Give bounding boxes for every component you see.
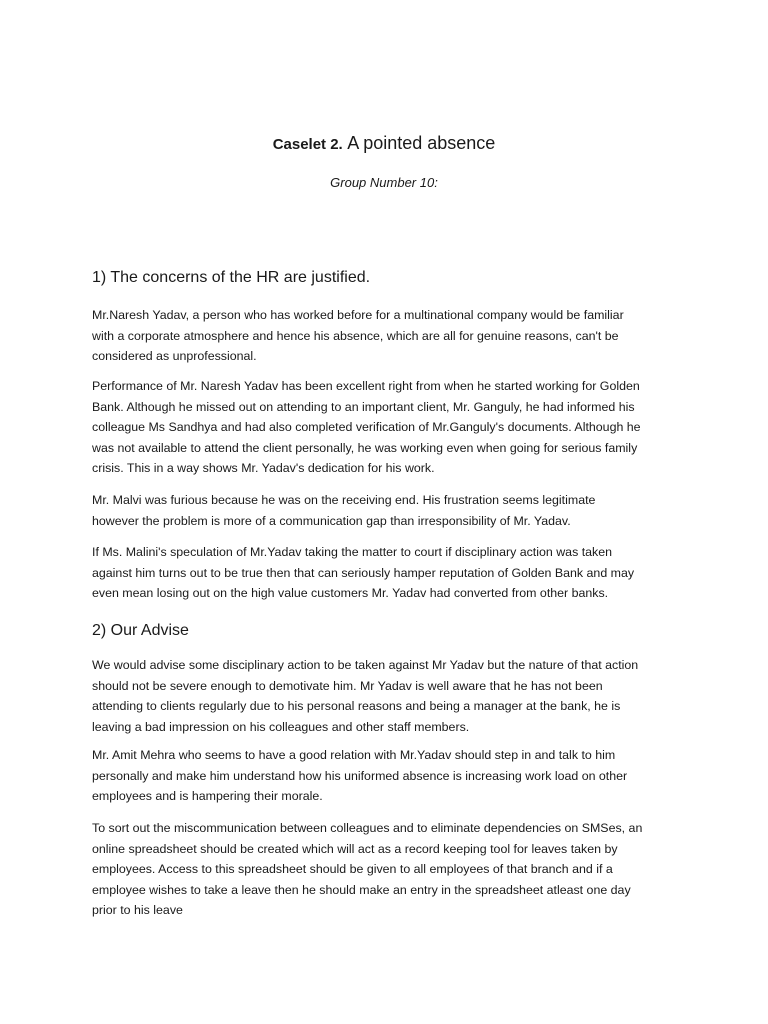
title-prefix: Caselet 2. (272, 136, 343, 153)
section-2-paragraph-2 (92, 745, 692, 807)
paragraph-line: was not available to attend the client personally, he was working even when going for serious family (92, 440, 638, 455)
document-title (0, 131, 768, 157)
section-1-heading: 1) The concerns of the HR are justified. (92, 269, 371, 286)
paragraph-line: Mr. Malvi was furious because he was on the receiving end. His frustration seems legitimate (92, 493, 596, 507)
section-2-paragraph-3 (92, 818, 692, 921)
section-2-heading: 2) Our Advise (92, 622, 189, 639)
section-1-paragraph-3 (92, 490, 692, 531)
paragraph-line: personally and make him understand how his uniformed absence is increasing work load on other (92, 768, 628, 783)
paragraph-line: considered as unprofessional. (92, 349, 257, 364)
paragraph-line: even mean losing out on the high value customers Mr. Yadav had converted from other banks. (92, 586, 609, 601)
paragraph-line: should not be severe enough to demotivate him. Mr Yadav is well aware that he has not been (92, 678, 603, 693)
paragraph-line: employees. Access to this spreadsheet should be given to all employees of that branch and if a (92, 862, 613, 877)
paragraph-line: We would advise some disciplinary action to be taken against Mr Yadav but the nature of that action (92, 658, 639, 672)
paragraph-line: online spreadsheet should be created which will act as a record keeping tool for leaves taken by (92, 841, 618, 856)
paragraph-line: To sort out the miscommunication between colleagues and to eliminate dependencies on SMSes, an (92, 821, 643, 835)
paragraph-line: with a corporate atmosphere and hence his absence, which are all for genuine reasons, can't be (92, 328, 619, 343)
paragraph-line: against him turns out to be true then that can seriously hamper reputation of Golden Bank and may (92, 565, 635, 580)
paragraph-line: crisis. This in a way shows Mr. Yadav's dedication for his work. (92, 461, 435, 476)
paragraph-line: Bank. Although he missed out on attending to an important client, Mr. Ganguly, he had informed his (92, 399, 635, 414)
section-1-paragraph-2 (92, 376, 692, 479)
section-1-paragraph-4 (92, 542, 692, 604)
paragraph-line: Performance of Mr. Naresh Yadav has been excellent right from when he started working for Golden (92, 379, 640, 393)
paragraph-line: If Ms. Malini's speculation of Mr.Yadav taking the matter to court if disciplinary action was taken (92, 545, 613, 559)
section-2-paragraph-1 (92, 655, 692, 737)
paragraph-line: attending to clients regularly due to his personal reasons and being a manager at the bank, he is (92, 699, 621, 714)
paragraph-line: however the problem is more of a communication gap than irresponsibility of Mr. Yadav. (92, 513, 571, 528)
paragraph-line: Mr.Naresh Yadav, a person who has worked before for a multinational company would be familiar (92, 308, 624, 322)
paragraph-line: prior to his leave (92, 903, 183, 918)
paragraph-line: employee wishes to take a leave then he should make an entry in the spreadsheet atleast one day (92, 882, 631, 897)
title-main: A pointed absence (347, 133, 496, 153)
group-number: Group Number 10: (330, 175, 438, 190)
paragraph-line: Mr. Amit Mehra who seems to have a good relation with Mr.Yadav should step in and talk to him (92, 748, 616, 762)
paragraph-line: leaving a bad impression on his colleagues and other staff members. (92, 719, 470, 734)
section-1-paragraph-1 (92, 305, 692, 367)
paragraph-line: colleague Ms Sandhya and had also completed verification of Mr.Ganguly's documents. Although he (92, 420, 641, 435)
paragraph-line: employees and is hampering their morale. (92, 789, 323, 804)
